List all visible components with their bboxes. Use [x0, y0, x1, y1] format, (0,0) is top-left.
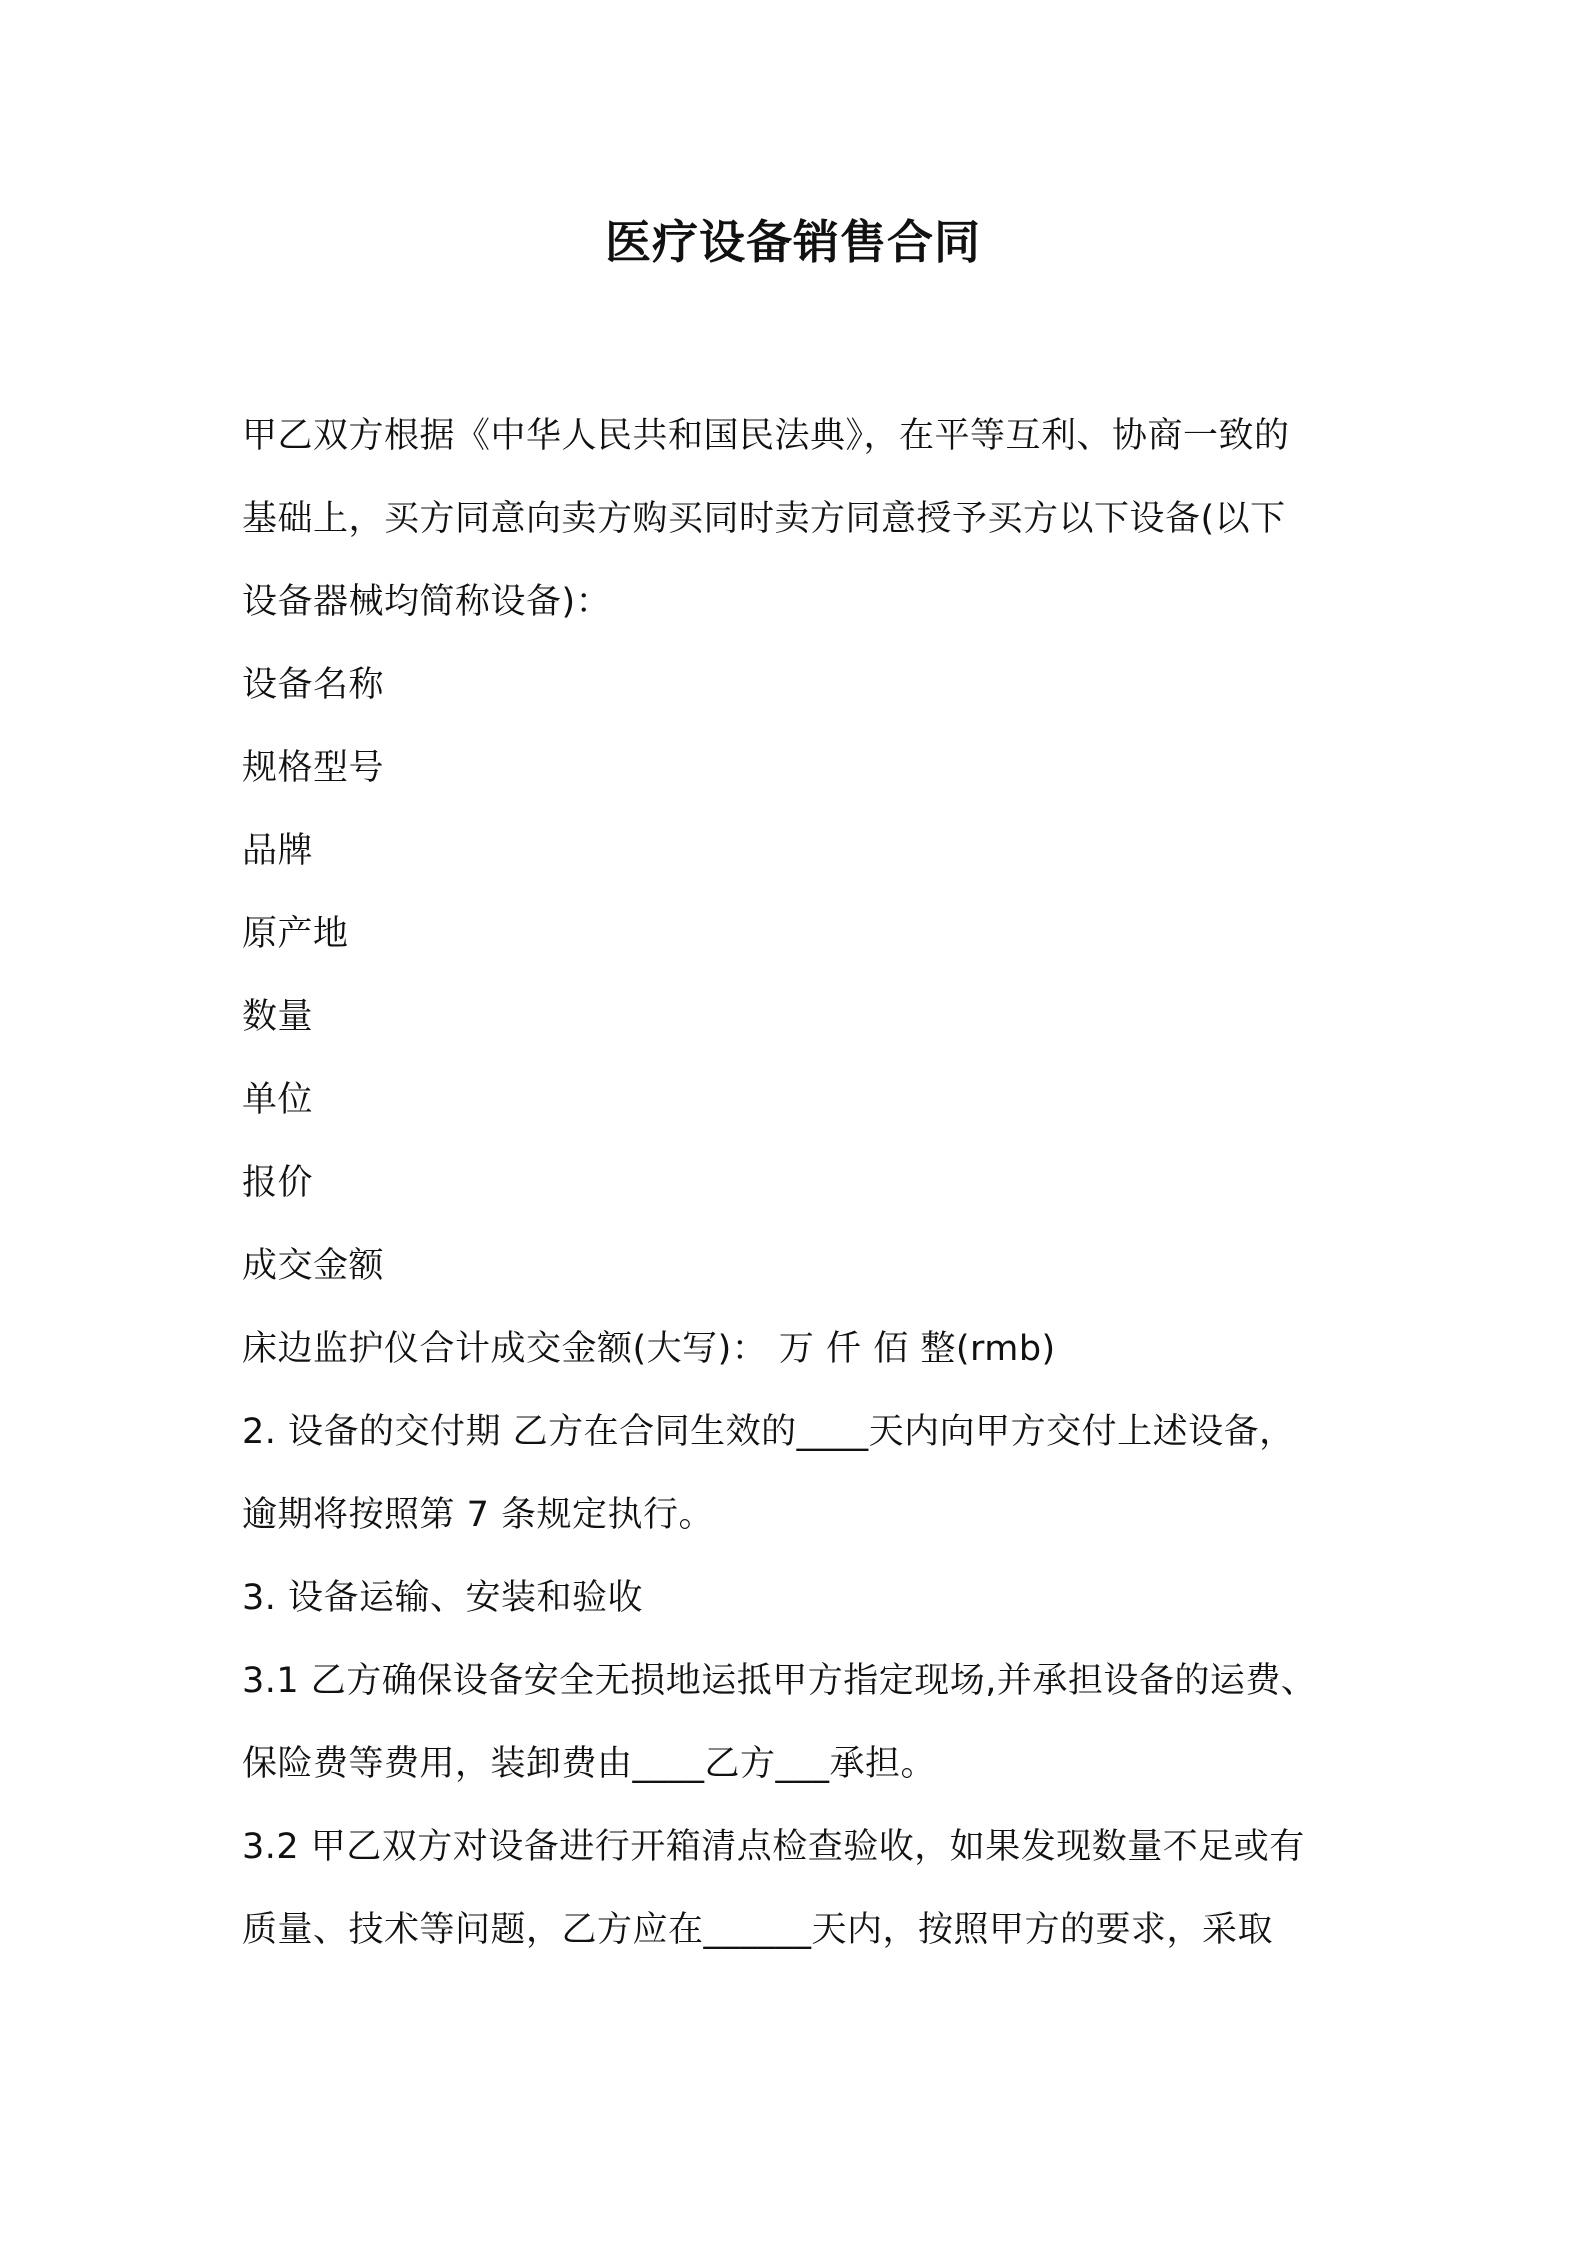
- clause-2-line-1: 2. 设备的交付期 乙方在合同生效的____天内向甲方交付上述设备，: [242, 1412, 1295, 1452]
- document-title: 医疗设备销售合同: [605, 215, 981, 269]
- field-model: 规格型号: [242, 748, 385, 788]
- field-unit: 单位: [242, 1080, 314, 1120]
- field-brand: 品牌: [242, 831, 314, 871]
- intro-line-2: 基础上，买方同意向卖方购买同时卖方同意授予买方以下设备(以下: [242, 499, 1286, 539]
- clause-3-1-line-2: 保险费等费用，装卸费由____乙方___承担。: [242, 1744, 937, 1784]
- field-origin: 原产地: [242, 914, 349, 954]
- field-quote: 报价: [242, 1163, 314, 1203]
- total-amount-line: 床边监护仪合计成交金额(大写)： 万 仟 佰 整(rmb): [242, 1329, 1056, 1369]
- intro-line-1: 甲乙双方根据《中华人民共和国民法典》，在平等互利、协商一致的: [242, 416, 1290, 456]
- clause-3-1-line-1: 3.1 乙方确保设备安全无损地运抵甲方指定现场,并承担设备的运费、: [242, 1661, 1317, 1701]
- clause-3-2-line-2: 质量、技术等问题，乙方应在______天内，按照甲方的要求，采取: [242, 1910, 1274, 1950]
- clause-2-line-2: 逾期将按照第 7 条规定执行。: [242, 1495, 715, 1535]
- field-equipment-name: 设备名称: [242, 665, 385, 705]
- clause-3-2-line-1: 3.2 甲乙双方对设备进行开箱清点检查验收，如果发现数量不足或有: [242, 1827, 1305, 1867]
- field-deal-amount: 成交金额: [242, 1246, 385, 1286]
- clause-3-heading: 3. 设备运输、安装和验收: [242, 1578, 644, 1618]
- field-quantity: 数量: [242, 997, 314, 1037]
- intro-line-3: 设备器械均简称设备)：: [242, 582, 612, 622]
